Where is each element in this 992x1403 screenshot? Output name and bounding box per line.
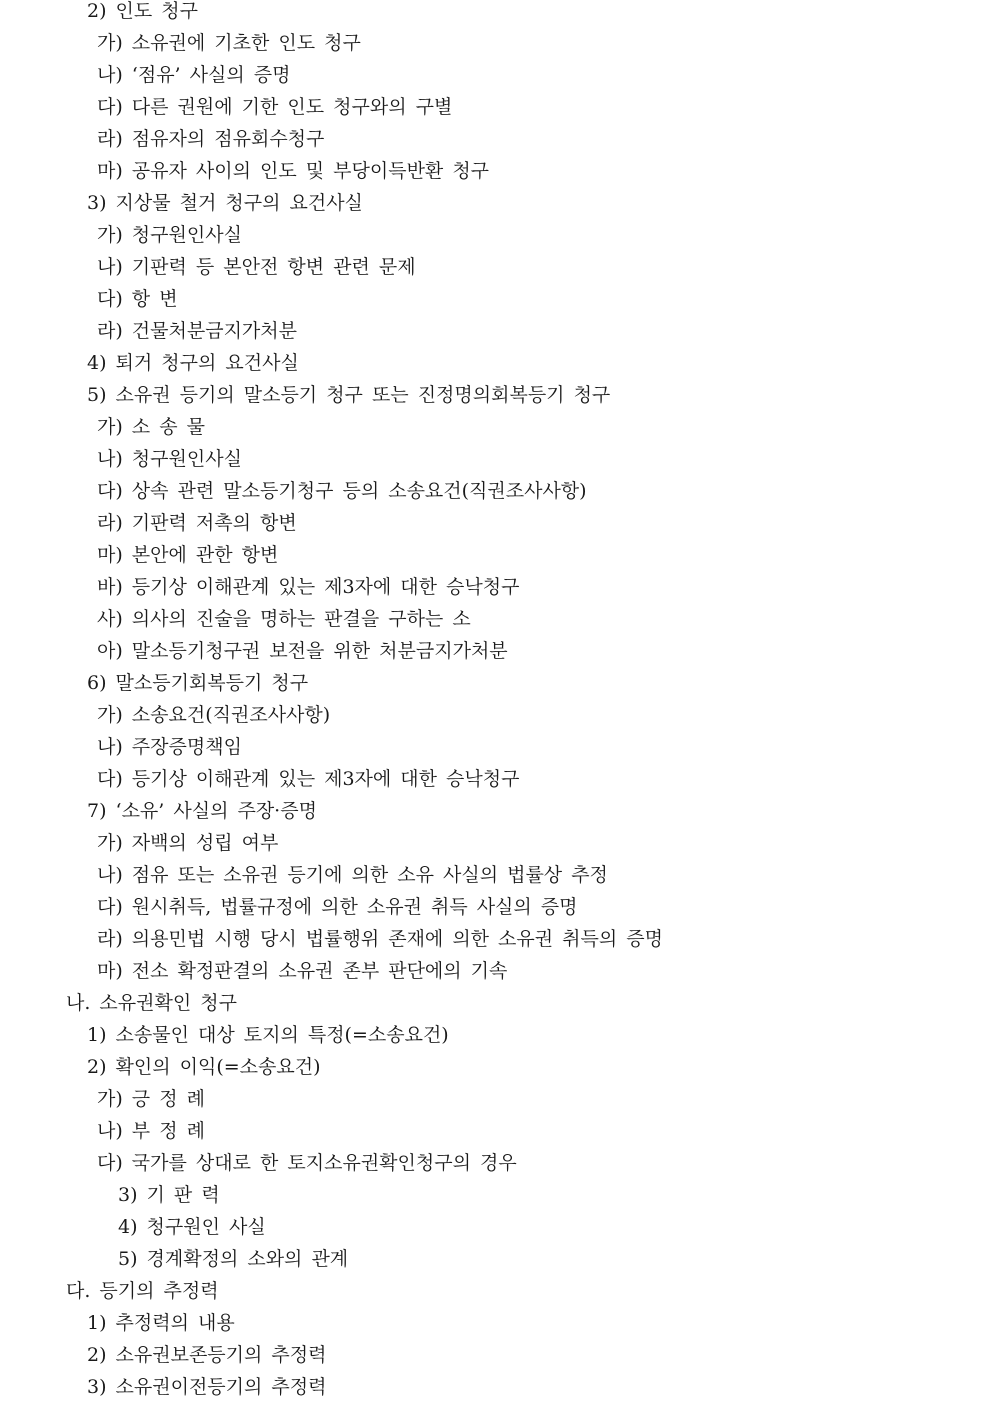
toc-entry: 5) 소유권 등기의 말소등기 청구 또는 진정명의회복등기 청구: [87, 384, 611, 406]
toc-entry: 나) 주장증명책임: [97, 736, 242, 758]
toc-entry: 2) 확인의 이익(=소송요건): [87, 1056, 321, 1078]
toc-entry: 5) 경계확정의 소와의 관계: [118, 1248, 349, 1270]
toc-section-heading: 나. 소유권확인 청구: [66, 992, 237, 1014]
toc-entry: 가) 소 송 물: [97, 416, 205, 438]
toc-entry: 2) 소유권보존등기의 추정력: [87, 1344, 327, 1366]
toc-entry: 6) 말소등기회복등기 청구: [87, 672, 309, 694]
toc-entry: 4) 청구원인 사실: [118, 1216, 266, 1238]
toc-entry: 나) ‘점유’ 사실의 증명: [97, 64, 291, 86]
toc-entry: 라) 기판력 저촉의 항변: [97, 512, 297, 534]
toc-entry: 7) ‘소유’ 사실의 주장·증명: [87, 800, 317, 822]
toc-entry: 마) 공유자 사이의 인도 및 부당이득반환 청구: [97, 160, 490, 182]
toc-entry: 가) 긍 정 례: [97, 1088, 205, 1110]
toc-entry: 2) 인도 청구: [87, 0, 198, 22]
toc-entry: 4) 퇴거 청구의 요건사실: [87, 352, 299, 374]
toc-entry: 1) 소송물인 대상 토지의 특정(=소송요건): [87, 1024, 449, 1046]
toc-entry: 다) 항 변: [97, 288, 178, 310]
toc-entry: 1) 추정력의 내용: [87, 1312, 235, 1334]
toc-section-heading: 다. 등기의 추정력: [66, 1280, 219, 1302]
toc-entry: 3) 지상물 철거 청구의 요건사실: [87, 192, 363, 214]
toc-entry: 나) 기판력 등 본안전 항변 관련 문제: [97, 256, 416, 278]
toc-entry: 다) 원시취득, 법률규정에 의한 소유권 취득 사실의 증명: [97, 896, 578, 918]
toc-entry: 마) 본안에 관한 항변: [97, 544, 279, 566]
toc-entry: 나) 부 정 례: [97, 1120, 205, 1142]
toc-entry: 사) 의사의 진술을 명하는 판결을 구하는 소: [97, 608, 471, 630]
toc-entry: 나) 점유 또는 소유권 등기에 의한 소유 사실의 법률상 추정: [97, 864, 608, 886]
toc-entry: 다) 등기상 이해관계 있는 제3자에 대한 승낙청구: [97, 768, 520, 790]
toc-entry: 다) 상속 관련 말소등기청구 등의 소송요건(직권조사사항): [97, 480, 587, 502]
toc-entry: 3) 기 판 력: [118, 1184, 220, 1206]
toc-entry: 라) 점유자의 점유회수청구: [97, 128, 325, 150]
toc-entry: 가) 소유권에 기초한 인도 청구: [97, 32, 361, 54]
toc-entry: 나) 청구원인사실: [97, 448, 242, 470]
toc-entry: 라) 건물처분금지가처분: [97, 320, 297, 342]
toc-entry: 라) 의용민법 시행 당시 법률행위 존재에 의한 소유권 취득의 증명: [97, 928, 663, 950]
toc-entry: 다) 다른 권원에 기한 인도 청구와의 구별: [97, 96, 453, 118]
toc-entry: 아) 말소등기청구권 보전을 위한 처분금지가처분: [97, 640, 508, 662]
toc-entry: 가) 소송요건(직권조사사항): [97, 704, 331, 726]
toc-entry: 3) 소유권이전등기의 추정력: [87, 1376, 327, 1398]
toc-entry: 가) 청구원인사실: [97, 224, 242, 246]
toc-entry: 다) 국가를 상대로 한 토지소유권확인청구의 경우: [97, 1152, 517, 1174]
toc-entry: 마) 전소 확정판결의 소유권 존부 판단에의 기속: [97, 960, 508, 982]
toc-entry: 가) 자백의 성립 여부: [97, 832, 279, 854]
toc-entry: 바) 등기상 이해관계 있는 제3자에 대한 승낙청구: [97, 576, 520, 598]
